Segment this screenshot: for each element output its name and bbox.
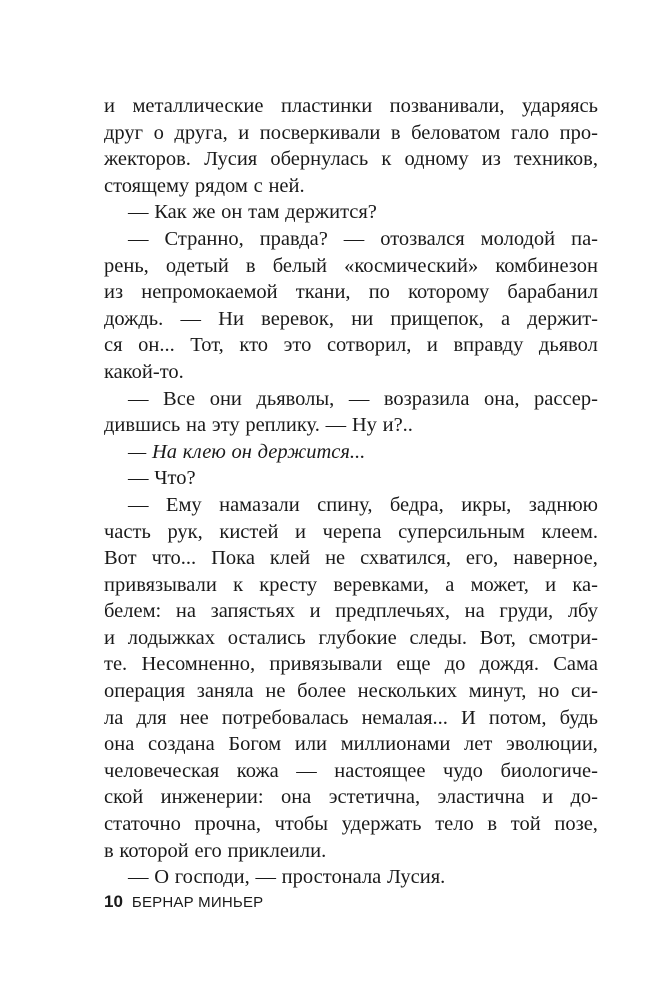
text-line: она создана Богом или миллионами лет эволюции,: [104, 733, 598, 756]
text-line: человеческая кожа — настоящее чудо биологиче-: [104, 759, 598, 782]
text-line: — Что?: [128, 467, 196, 490]
text-line: белем: на запястьях и предплечьях, на груди, лбу: [104, 600, 598, 623]
text-line: стоящему рядом с ней.: [104, 174, 305, 197]
text-line: Вот что... Пока клей не схватился, его, наверное,: [104, 547, 598, 570]
text-line: те. Несомненно, привязывали еще до дождя. Сама: [104, 653, 598, 676]
text-line: — Как же он там держится?: [128, 201, 377, 224]
text-line: и металлические пластинки позванивали, ударяясь: [104, 95, 598, 117]
book-text-block: [104, 93, 598, 891]
page-footer: [104, 892, 263, 912]
text-line: в которой его приклеили.: [104, 839, 327, 862]
text-line: ской инженерии: она эстетична, эластична и до-: [104, 786, 598, 809]
text-line: рень, одетый в белый «космический» комбинезон: [104, 254, 598, 277]
text-line: жекторов. Лусия обернулась к одному из техников,: [104, 148, 598, 171]
text-line: ся он... Тот, кто это сотворил, и вправду дьявол: [104, 334, 598, 357]
text-line: ла для нее потребовалась немалая... И потом, будь: [104, 706, 598, 729]
text-line: дившись на эту реплику. — Ну и?..: [104, 414, 413, 437]
text-line: привязывали к кресту веревками, а может, и ка-: [104, 573, 598, 596]
text-line: статочно прочна, чтобы удержать тело в той позе,: [104, 813, 598, 836]
text-line: из непромокаемой ткани, по которому барабанил: [104, 281, 598, 304]
text-line: какой-то.: [104, 360, 184, 383]
text-line: — Все они дьяволы, — возразила она, рассер-: [128, 387, 598, 410]
text-line: — На клею он держится...: [128, 440, 366, 463]
text-line: и лодыжках остались глубокие следы. Вот, смотри-: [104, 626, 598, 649]
text-line: дождь. — Ни веревок, ни прищепок, а держит-: [104, 307, 598, 330]
text-line: часть рук, кистей и черепа суперсильным клеем.: [104, 520, 598, 543]
text-line: — Странно, правда? — отозвался молодой па-: [128, 227, 598, 250]
page-number: 10: [104, 892, 123, 911]
text-line: друг о друга, и посверкивали в беловатом гало про-: [104, 121, 598, 144]
text-line: операция заняла не более нескольких минут, но си-: [104, 680, 598, 703]
text-line: — О господи, — простонала Лусия.: [128, 866, 446, 889]
running-head-author: БЕРНАР МИНЬЕР: [131, 894, 264, 911]
text-line: — Ему намазали спину, бедра, икры, заднюю: [128, 493, 598, 516]
